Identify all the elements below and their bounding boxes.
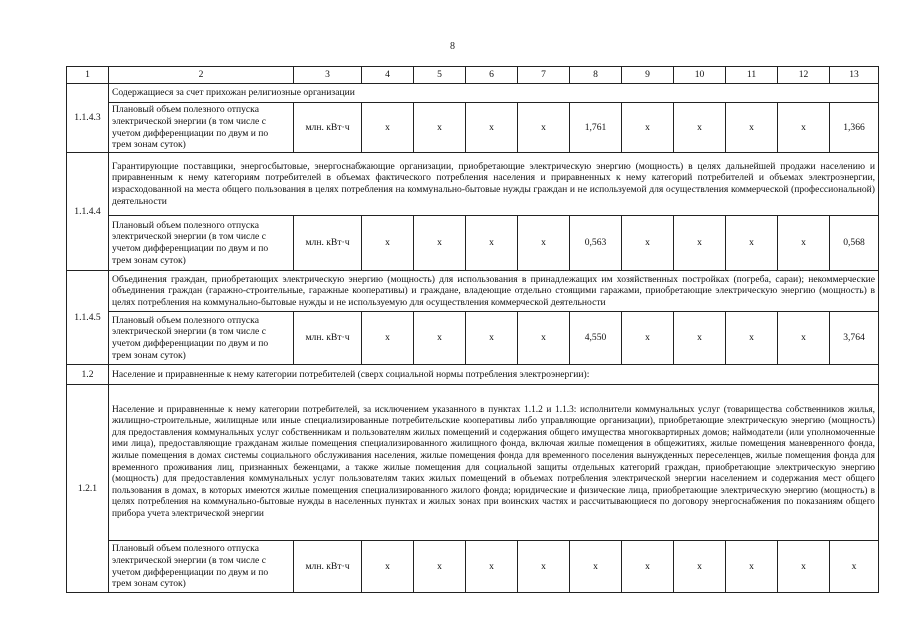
value-cell: х [830,541,879,593]
metric-description: Плановый объем полезного отпуска электрической энергии (в том числе с учетом дифференциации по двум и по трем зонам суток) [109,103,294,153]
category-title: Население и приравненные к нему категории потребителей, за исключением указанного в пунктах 1.1.2 и 1.1.3: исполнители коммунальных услуг (товарищества собственников жилья, жилищно-строительные, жилищные или иные специализированные потребительские кооперативы либо управляющие организации), приобретающие электрическую энергию (мощность) для предоставления коммунальных услуг собственникам и пользователям жилых помещений и содержания общего имущества многоквартирных домов; наймодатели (или уполномоченные ими лица), предоставляющие гражданам жилые помещения специализированного жилищного фонда, включая жилые помещения в общежитиях, жилые помещения маневренного фонда, жилые помещения в домах системы социального обслуживания населения, жилые помещения фонда для временного поселения вынужденных переселенцев, жилые помещения фонда для временного проживания лиц, признанных беженцами, а также жилые помещения для социальной защиты отдельных категорий граждан, приобретающие электрическую энергию (мощность) для предоставления коммунальных услуг пользователям таких жилых помещений в объемах потребления электрической энергии населением и содержания мест общего пользования в домах, в которых имеются жилые помещения специализированного жилого фонда; юридические и физические лица, приобретающие электрическую энергию (мощность) в целях потребления на коммунально-бытовые нужды в населенных пунктах и жилых зонах при воинских частях и рассчитывающиеся по договору энергоснабжения по показаниям общего прибора учета электрической энергии [109,385,879,541]
table-row [67,385,879,541]
value-cell: х [518,103,570,153]
table-row [67,84,879,103]
value-cell: 1,366 [830,103,879,153]
unit-cell: млн. кВт·ч [294,103,362,153]
header-cell: 4 [362,67,414,84]
category-title: Население и приравненные к нему категории потребителей (сверх социальной нормы потребления электроэнергии): [109,365,879,385]
value-cell: х [622,216,674,271]
value-cell: х [674,312,726,365]
row-code: 1.1.4.5 [67,271,109,365]
value-cell: х [518,216,570,271]
value-cell: х [414,103,466,153]
value-cell: х [778,312,830,365]
value-cell: 0,568 [830,216,879,271]
value-cell: х [466,312,518,365]
header-cell: 6 [466,67,518,84]
metric-description: Плановый объем полезного отпуска электрической энергии (в том числе с учетом дифференциации по двум и по трем зонам суток) [109,312,294,365]
header-cell: 8 [570,67,622,84]
header-cell: 9 [622,67,674,84]
value-cell: х [778,541,830,593]
tariff-table [66,66,879,593]
value-cell: 0,563 [570,216,622,271]
unit-cell: млн. кВт·ч [294,541,362,593]
row-code: 1.1.4.4 [67,153,109,271]
page-number: 8 [450,41,455,52]
header-cell: 2 [109,67,294,84]
header-cell: 5 [414,67,466,84]
value-cell: 4,550 [570,312,622,365]
value-cell: х [726,216,778,271]
value-cell: 1,761 [570,103,622,153]
value-cell: х [466,103,518,153]
value-cell: х [726,541,778,593]
value-cell: х [726,312,778,365]
value-cell: х [466,216,518,271]
table-row [67,271,879,312]
category-title: Гарантирующие поставщики, энергосбытовые, энергоснабжающие организации, приобретающие электрическую энергию (мощность) в целях дальнейшей продажи населению и приравненным к нему категориям потребителей в объемах фактического потребления населения и приравненных к нему категорий потребителей и объемах электроэнергии, израсходованной на места общего пользования в целях потребления на коммунально-бытовые нужды граждан и не используемой для осуществления коммерческой (профессиональной) деятельности [109,153,879,216]
table-row [67,153,879,216]
value-cell: х [414,541,466,593]
value-cell: х [362,216,414,271]
value-cell: х [778,103,830,153]
value-cell: х [570,541,622,593]
row-code: 1.2.1 [67,385,109,593]
row-code: 1.1.4.3 [67,84,109,153]
value-cell: 3,764 [830,312,879,365]
value-cell: х [466,541,518,593]
header-cell: 10 [674,67,726,84]
header-cell: 13 [830,67,879,84]
value-cell: х [726,103,778,153]
table-row [67,103,879,153]
value-cell: х [518,541,570,593]
value-cell: х [362,103,414,153]
unit-cell: млн. кВт·ч [294,216,362,271]
unit-cell: млн. кВт·ч [294,312,362,365]
table-row [67,365,879,385]
value-cell: х [622,103,674,153]
table-header-row [67,67,879,84]
category-title: Объединения граждан, приобретающих электрическую энергию (мощность) для использования в принадлежащих им хозяйственных постройках (погреба, сараи); некоммерческие объединения граждан (гаражно-строительные, гаражные кооперативы) и граждане, владеющие отдельно стоящими гаражами, приобретающие электрическую энергию (мощность) в целях потребления на коммунально-бытовые нужды и не используемую для осуществления коммерческой деятельности [109,271,879,312]
value-cell: х [622,541,674,593]
header-cell: 7 [518,67,570,84]
header-cell: 11 [726,67,778,84]
value-cell: х [362,541,414,593]
metric-description: Плановый объем полезного отпуска электрической энергии (в том числе с учетом дифференциации по двум и по трем зонам суток) [109,541,294,593]
value-cell: х [362,312,414,365]
value-cell: х [622,312,674,365]
table-row [67,541,879,593]
value-cell: х [778,216,830,271]
value-cell: х [414,312,466,365]
table-row [67,216,879,271]
table-row [67,312,879,365]
header-cell: 1 [67,67,109,84]
header-cell: 12 [778,67,830,84]
value-cell: х [674,216,726,271]
value-cell: х [674,103,726,153]
value-cell: х [674,541,726,593]
category-title: Содержащиеся за счет прихожан религиозные организации [109,84,879,103]
metric-description: Плановый объем полезного отпуска электрической энергии (в том числе с учетом дифференциации по двум и по трем зонам суток) [109,216,294,271]
value-cell: х [518,312,570,365]
value-cell: х [414,216,466,271]
header-cell: 3 [294,67,362,84]
row-code: 1.2 [67,365,109,385]
